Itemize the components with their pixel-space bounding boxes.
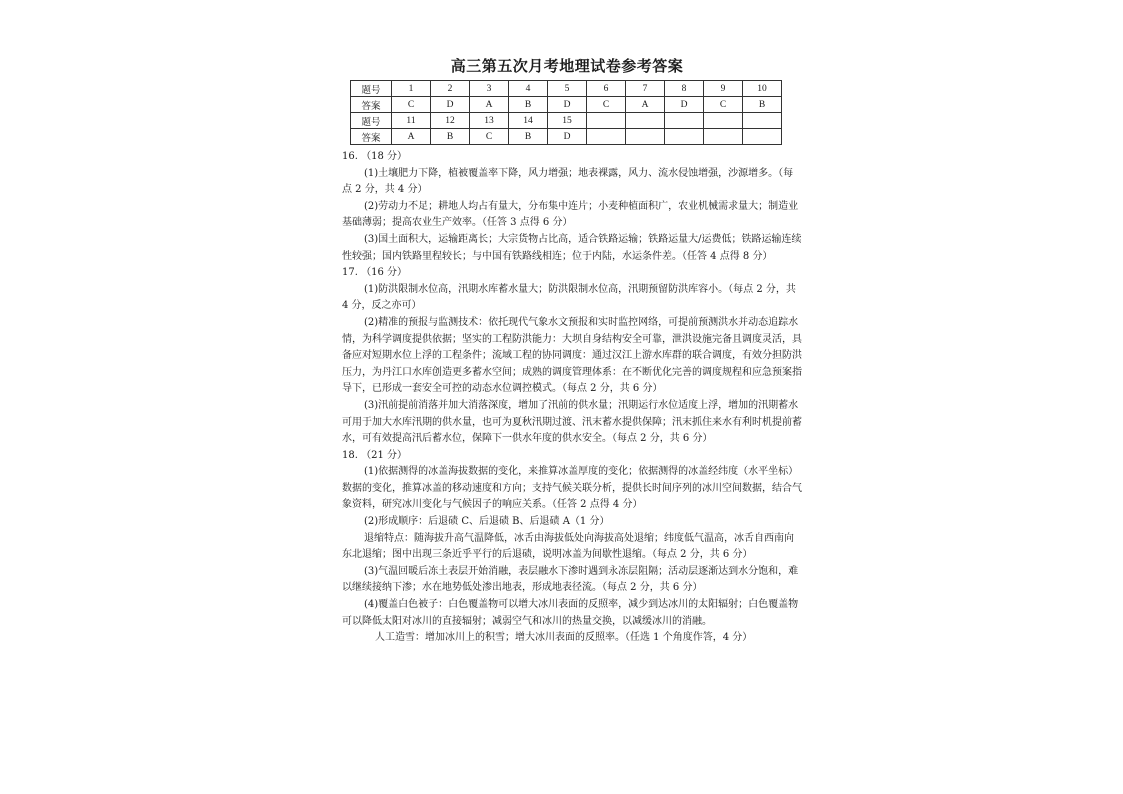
q18-part4-snow: 人工造雪：增加冰川上的积雪；增大冰川表面的反照率。（任选 1 个角度作答，4 分）	[375, 632, 753, 644]
q17-part1: (1)防洪限制水位高，汛期水库蓄水量大；防洪限制水位高，汛期预留防洪库容小。（每点 2 分，共 4 分，反之亦可）	[342, 283, 796, 312]
answer-table-cell: B	[743, 97, 782, 113]
answer-table-cell: 1	[392, 81, 431, 97]
answer-table-cell	[626, 129, 665, 145]
answer-table	[350, 80, 782, 145]
answer-table-cell: A	[470, 97, 509, 113]
answer-table-row	[351, 97, 782, 113]
answer-table-row	[351, 81, 782, 97]
answer-table-cell: B	[509, 97, 548, 113]
answer-table-cell: C	[470, 129, 509, 145]
answer-table-cell: A	[626, 97, 665, 113]
answer-table-header-cell: 答案	[351, 97, 392, 113]
answer-table-header-cell: 题号	[351, 113, 392, 129]
answer-table-cell: C	[392, 97, 431, 113]
answer-table-cell: 3	[470, 81, 509, 97]
answer-table-cell	[743, 129, 782, 145]
q18-heading: 18. （21 分）	[342, 449, 407, 461]
answer-table-cell: B	[431, 129, 470, 145]
answer-table-cell	[626, 113, 665, 129]
answer-table-cell: B	[509, 129, 548, 145]
q16-part1: (1)土壤肥力下降，植被覆盖率下降，风力增强；地表裸露，风力、流水侵蚀增强，沙源增多。（每点 2 分，共 4 分）	[342, 167, 794, 196]
answer-table-cell: 13	[470, 113, 509, 129]
q17-part3: (3)汛前提前消落并加大消落深度，增加了汛前的供水量；汛期运行水位适度上浮，增加的汛期蓄水可用于加大水库汛期的供水量，也可为夏秋汛期过渡、汛末蓄水提供保障；汛末抓住来水有利时机提前蓄水，可有效提高汛后蓄水位，保障下一供水年度的供水安全。（每点 2 分，共 6 分）	[342, 399, 802, 445]
page-title: 高三第五次月考地理试卷参考答案	[450, 57, 684, 75]
answer-table-cell	[704, 129, 743, 145]
answer-table-cell: C	[587, 97, 626, 113]
answer-table-header-cell: 答案	[351, 129, 392, 145]
q17-heading: 17. （16 分）	[342, 267, 407, 279]
answer-table-cell: 10	[743, 81, 782, 97]
q18-part2: (2)形成顺序：后退碛 C、后退碛 B、后退碛 A（1 分）	[364, 516, 610, 528]
answer-table-row	[351, 113, 782, 129]
answer-table-row	[351, 129, 782, 145]
answer-table-cell: 15	[548, 113, 587, 129]
answer-table-cell	[665, 113, 704, 129]
answer-table-cell: 14	[509, 113, 548, 129]
answer-content	[342, 149, 802, 647]
answer-table-cell: 5	[548, 81, 587, 97]
answer-table-cell: 7	[626, 81, 665, 97]
q17-part2: (2)精准的预报与监测技术：依托现代气象水文预报和实时监控网络，可提前预测洪水并动态追踪水情，为科学调度提供依据；坚实的工程防洪能力：大坝自身结构安全可靠，泄洪设施完备且调度灵活，具备应对短期水位上浮的工程条件；流域工程的协同调度：通过汉江上游水库群的联合调度，有效分担防洪压力，为丹江口水库创造更多蓄水空间；成熟的调度管理体系：在不断优化完善的调度规程和应急预案指导下，已形成一套安全可控的动态水位调控模式。（每点 2 分，共 6 分）	[342, 316, 802, 395]
answer-table-cell: D	[548, 129, 587, 145]
answer-table-cell: C	[704, 97, 743, 113]
q18-part1: (1)依据测得的冰盖海拔数据的变化，来推算冰盖厚度的变化；依据测得的冰盖经纬度（水平坐标）数据的变化，推算冰盖的移动速度和方向；支持气候关联分析，提供长时间序列的冰川空间数据，结合气象资料，研究冰川变化与气候因子的响应关系。（任答 2 点得 4 分）	[342, 466, 802, 511]
answer-sheet	[342, 56, 802, 647]
q16-heading: 16. （18 分）	[342, 151, 407, 162]
q18-part2-features: 退缩特点：随海拔升高气温降低，冰舌由海拔低处向海拔高处退缩；纬度低气温高，冰舌自西南向东北退缩；图中出现三条近乎平行的后退碛，说明冰盖为间歇性退缩。（每点 2 分，共 6 分）	[342, 532, 794, 561]
answer-table-cell: D	[665, 97, 704, 113]
answer-table-cell: 12	[431, 113, 470, 129]
q18-part3: (3)气温回暖后冻土表层开始消融，表层融水下渗时遇到永冻层阻隔；活动层逐渐达到水分饱和，难以继续接纳下渗；水在地势低处渗出地表，形成地表径流。（每点 2 分，共 6 分）	[342, 565, 799, 594]
answer-table-cell: A	[392, 129, 431, 145]
answer-table-cell: 11	[392, 113, 431, 129]
answer-table-cell	[587, 129, 626, 145]
answer-table-cell: 4	[509, 81, 548, 97]
answer-table-cell	[587, 113, 626, 129]
answer-table-cell	[743, 113, 782, 129]
answer-table-cell: D	[548, 97, 587, 113]
answer-table-cell: 9	[704, 81, 743, 97]
answer-table-cell	[704, 113, 743, 129]
q16-part2: (2)劳动力不足；耕地人均占有量大，分布集中连片；小麦种植面积广，农业机械需求量大；制造业基础薄弱；提高农业生产效率。（任答 3 点得 6 分）	[342, 200, 799, 229]
answer-table-header-cell: 题号	[351, 81, 392, 97]
q16-part3: (3)国土面积大，运输距离长；大宗货物占比高，适合铁路运输；铁路运量大/运费低；铁路运输连续性较强；国内铁路里程较长；与中国有铁路线相连；位于内陆，水运条件差。（任答 4 点得 8 分）	[342, 233, 802, 262]
q18-part4: (4)覆盖白色被子：白色覆盖物可以增大冰川表面的反照率，减少到达冰川的太阳辐射；白色覆盖物可以降低太阳对冰川的直接辐射；减弱空气和冰川的热量交换，以减缓冰川的消融。	[342, 599, 799, 627]
answer-table-cell: 6	[587, 81, 626, 97]
answer-table-cell: 8	[665, 81, 704, 97]
answer-table-cell: 2	[431, 81, 470, 97]
answer-table-cell	[665, 129, 704, 145]
answer-table-cell: D	[431, 97, 470, 113]
